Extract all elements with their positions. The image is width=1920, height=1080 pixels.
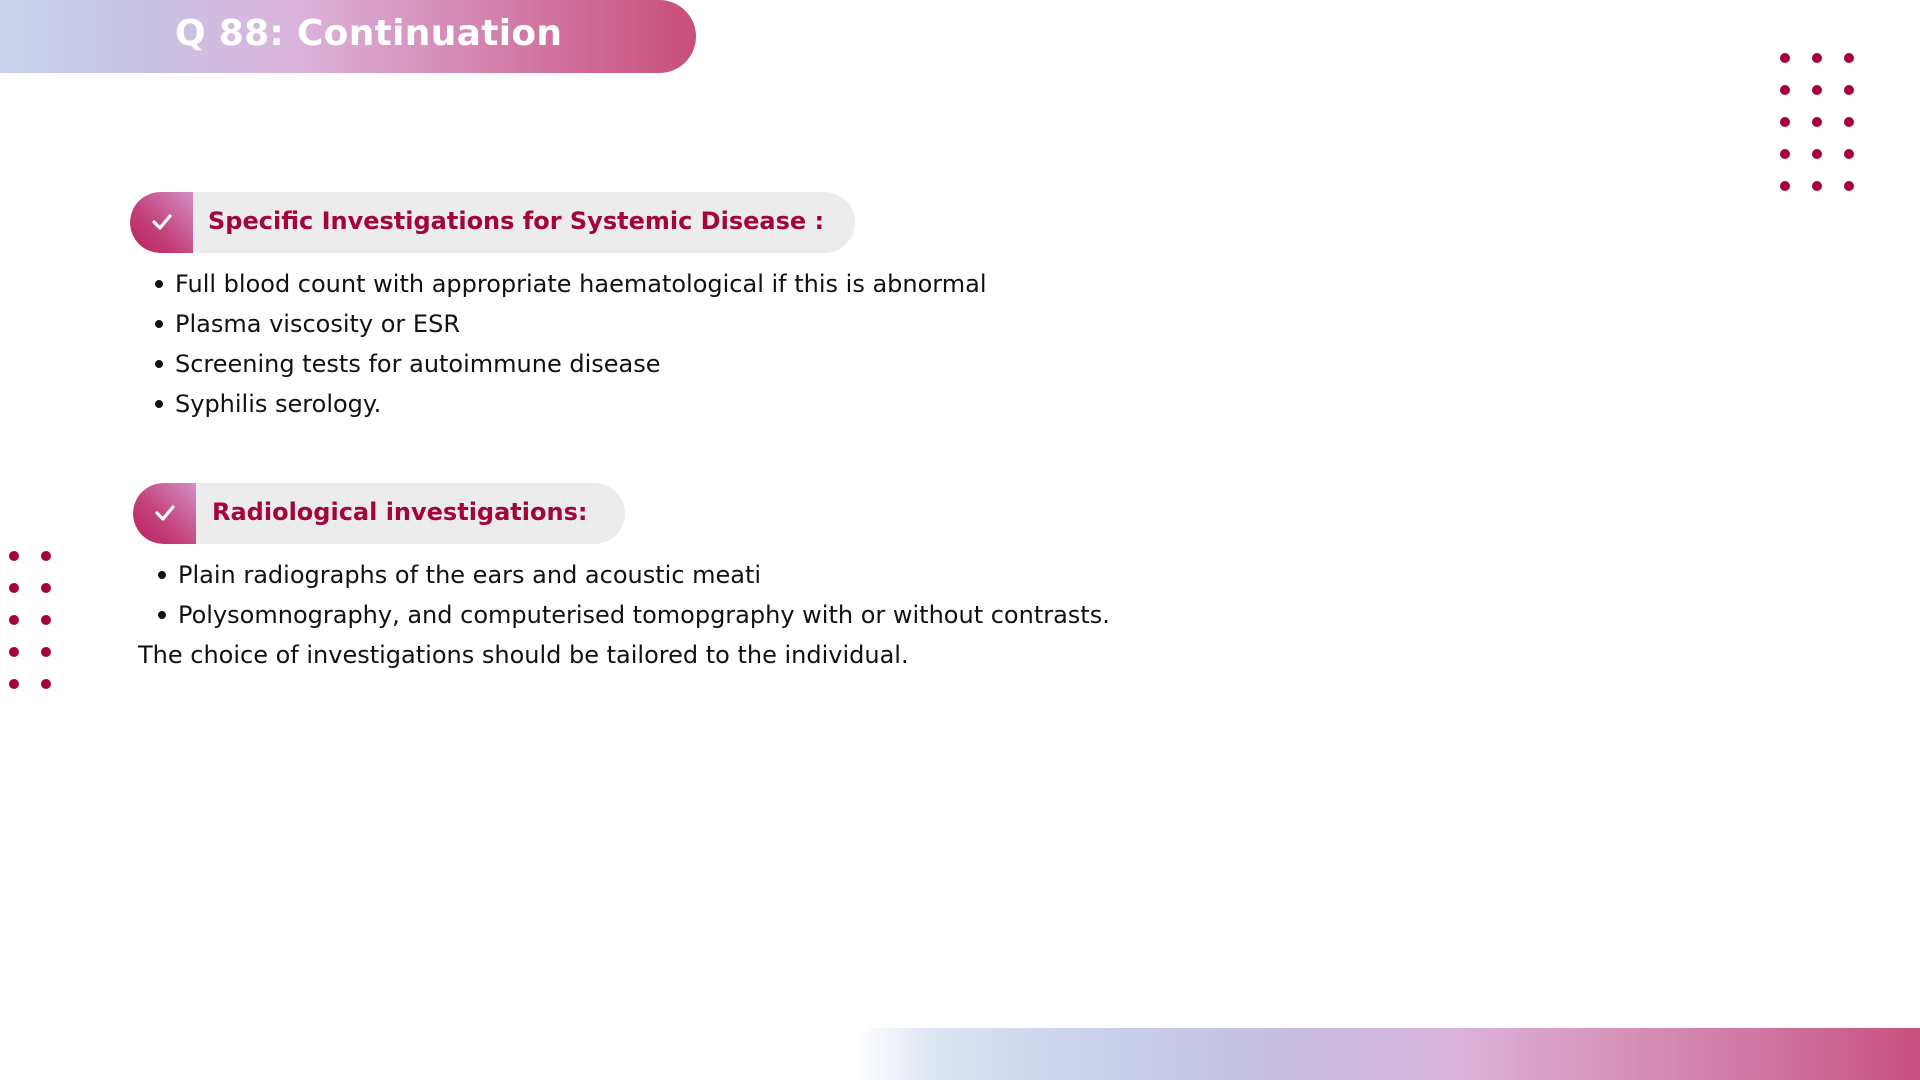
bullet-icon xyxy=(155,320,163,328)
dot xyxy=(1780,53,1790,63)
dot xyxy=(41,551,51,561)
section-heading-text: Specific Investigations for Systemic Disease : xyxy=(208,207,825,235)
dot xyxy=(41,615,51,625)
title-banner xyxy=(0,0,696,73)
dot xyxy=(1780,85,1790,95)
decorative-dot-grid-right xyxy=(1780,53,1854,191)
dot xyxy=(1780,149,1790,159)
dot xyxy=(1812,149,1822,159)
dot xyxy=(9,615,19,625)
list-item-text: Full blood count with appropriate haematological if this is abnormal xyxy=(175,270,987,298)
list-item xyxy=(155,384,987,424)
dot xyxy=(1844,181,1854,191)
list-item xyxy=(155,264,987,304)
dot xyxy=(41,647,51,657)
bullet-icon xyxy=(158,611,166,619)
dot xyxy=(1812,181,1822,191)
dot xyxy=(1780,181,1790,191)
dot xyxy=(1844,149,1854,159)
radiological-investigations-list xyxy=(158,555,1110,635)
dot xyxy=(1780,117,1790,127)
dot xyxy=(1812,53,1822,63)
list-item xyxy=(158,595,1110,635)
decorative-bottom-gradient-bar xyxy=(855,1028,1920,1080)
dot xyxy=(41,679,51,689)
section-heading-radiological xyxy=(133,483,625,544)
list-item xyxy=(155,344,987,384)
bullet-icon xyxy=(158,571,166,579)
dot xyxy=(9,551,19,561)
dot xyxy=(1844,85,1854,95)
decorative-dot-grid-left xyxy=(9,551,51,689)
list-item xyxy=(155,304,987,344)
list-item xyxy=(158,555,1110,595)
dot xyxy=(1812,117,1822,127)
section-heading-systemic xyxy=(130,192,855,253)
bullet-icon xyxy=(155,360,163,368)
section-heading-text: Radiological investigations: xyxy=(212,498,588,526)
check-icon xyxy=(152,212,172,232)
dot xyxy=(1812,85,1822,95)
list-item-text: Screening tests for autoimmune disease xyxy=(175,350,661,378)
bullet-icon xyxy=(155,400,163,408)
systemic-investigations-list xyxy=(155,264,987,424)
list-item-text: Polysomnography, and computerised tomopgraphy with or without contrasts. xyxy=(178,601,1110,629)
page-title: Q 88: Continuation xyxy=(175,13,563,54)
dot xyxy=(9,583,19,593)
dot xyxy=(9,679,19,689)
check-badge xyxy=(130,192,193,253)
dot xyxy=(1844,53,1854,63)
closing-note: The choice of investigations should be tailored to the individual. xyxy=(138,641,909,669)
check-icon xyxy=(155,503,175,523)
check-badge xyxy=(133,483,196,544)
list-item-text: Plasma viscosity or ESR xyxy=(175,310,460,338)
dot xyxy=(9,647,19,657)
dot xyxy=(1844,117,1854,127)
dot xyxy=(41,583,51,593)
list-item-text: Plain radiographs of the ears and acoustic meati xyxy=(178,561,762,589)
bullet-icon xyxy=(155,280,163,288)
list-item-text: Syphilis serology. xyxy=(175,390,382,418)
